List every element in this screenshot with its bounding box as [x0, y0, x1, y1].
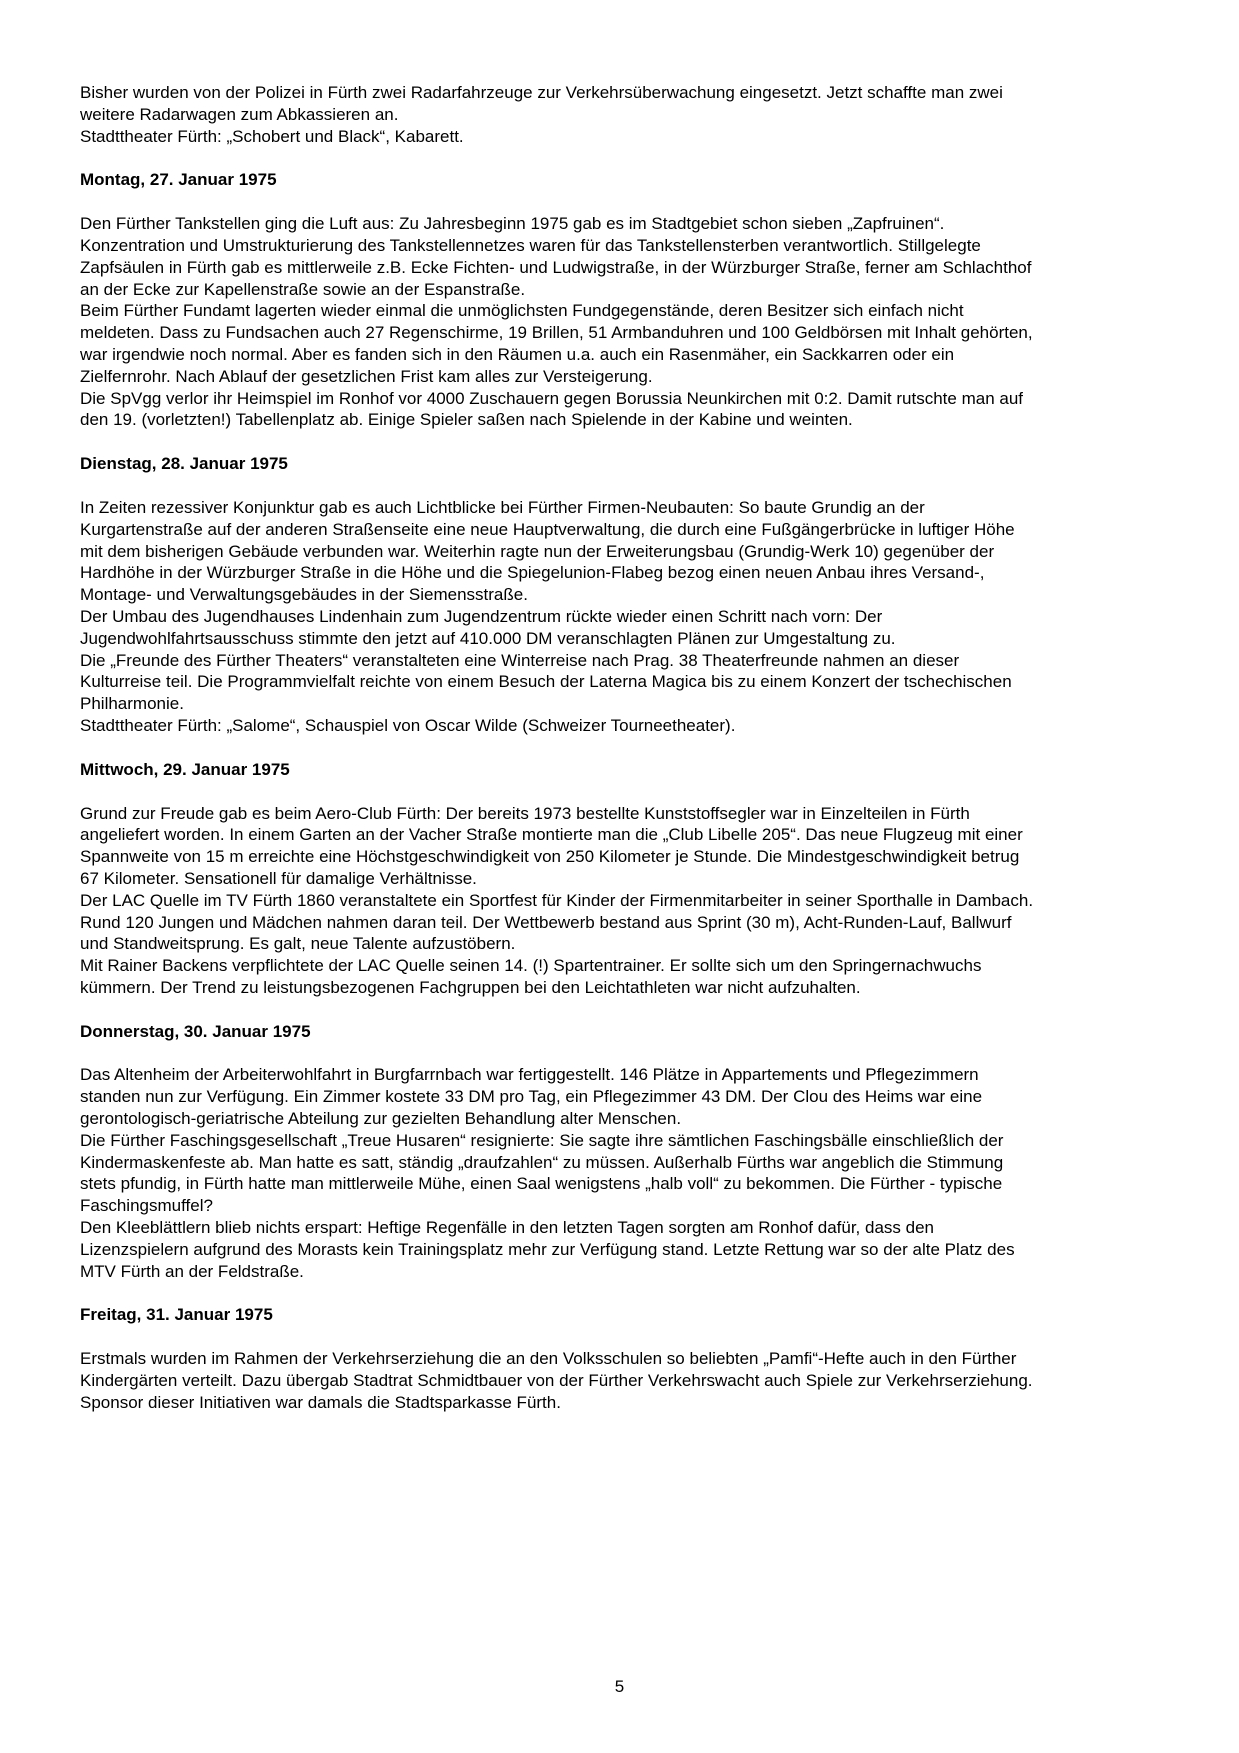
paragraph: Mit Rainer Backens verpflichtete der LAC Quelle seinen 14. (!) Spartentrainer. Er sollte sich um den Springernachwuchs kümmern. Der Trend zu leistungsbezogenen Fachgruppen bei den Leichtathleten war nicht aufzuhalten.: [80, 956, 982, 997]
document-body: [80, 82, 1038, 1414]
intro-paragraph: Bisher wurden von der Polizei in Fürth zwei Radarfahrzeuge zur Verkehrsüberwachung eingesetzt. Jetzt schaffte man zwei weitere Radarwagen zum Abkassieren an.: [80, 83, 1003, 124]
section-heading-friday: Freitag, 31. Januar 1975: [80, 1305, 273, 1325]
paragraph: Grund zur Freude gab es beim Aero-Club Fürth: Der bereits 1973 bestellte Kunststoffsegler war in Einzelteilen in Fürth angeliefert worden. In einem Garten an der Vacher Straße montierte man die „Club Libelle 205“. Das neue Flugzeug mit einer Spannweite von 15 m erreichte eine Höchstgeschwindigkeit von 250 Kilometer je Stunde. Die Mindestgeschwindigkeit betrug 67 Kilometer. Sensationell für damalige Verhältnisse.: [80, 803, 1023, 888]
paragraph: Stadttheater Fürth: „Salome“, Schauspiel von Oscar Wilde (Schweizer Tourneetheater).: [80, 715, 736, 735]
paragraph: Den Fürther Tankstellen ging die Luft aus: Zu Jahresbeginn 1975 gab es im Stadtgebiet schon sieben „Zapfruinen“. Konzentration und Umstrukturierung des Tankstellennetzes waren für das Tankstellensterben verantwortlich. Stillgelegte Zapfsäulen in Fürth gab es mittlerweile z.B. Ecke Fichten- und Ludwigstraße, in der Würzburger Straße, ferner am Schlachthof an der Ecke zur Kapellenstraße sowie an der Espanstraße.: [80, 214, 1032, 299]
paragraph: Die „Freunde des Fürther Theaters“ veranstalteten eine Winterreise nach Prag. 38 Theaterfreunde nahmen an dieser Kulturreise teil. Die Programmvielfalt reichte von einem Besuch der Laterna Magica bis zu einem Konzert der tschechischen Philharmonie.: [80, 650, 1012, 714]
section-heading-wednesday: Mittwoch, 29. Januar 1975: [80, 759, 290, 779]
intro-paragraph: Stadttheater Fürth: „Schobert und Black“, Kabarett.: [80, 126, 464, 146]
paragraph: Den Kleeblättlern blieb nichts erspart: Heftige Regenfälle in den letzten Tagen sorgten am Ronhof dafür, dass den Lizenzspielern aufgrund des Morasts kein Trainingsplatz mehr zur Verfügung stand. Letzte Rettung war so der alte Platz des MTV Fürth an der Feldstraße.: [80, 1218, 1015, 1281]
paragraph: Beim Fürther Fundamt lagerten wieder einmal die unmöglichsten Fundgegenstände, deren Besitzer sich einfach nicht meldeten. Dass zu Fundsachen auch 27 Regenschirme, 19 Brillen, 51 Armbanduhren und 100 Geldbörsen mit Inhalt gehörten, war irgendwie noch normal. Aber es fanden sich in den Räumen u.a. auch ein Rasenmäher, ein Sackkarren oder ein Zielfernrohr. Nach Ablauf der gesetzlichen Frist kam alles zur Versteigerung.: [80, 301, 1033, 386]
paragraph: Erstmals wurden im Rahmen der Verkehrserziehung die an den Volksschulen so beliebten „Pamfi“-Hefte auch in den Fürther Kindergärten verteilt. Dazu übergab Stadtrat Schmidtbauer von der Fürther Verkehrswacht auch Spiele zur Verkehrserziehung. Sponsor dieser Initiativen war damals die Stadtsparkasse Fürth.: [80, 1349, 1033, 1412]
paragraph: Der LAC Quelle im TV Fürth 1860 veranstaltete ein Sportfest für Kinder der Firmenmitarbeiter in seiner Sporthalle in Dambach. Rund 120 Jungen und Mädchen nahmen daran teil. Der Wettbewerb bestand aus Sprint (30 m), Acht-Runden-Lauf, Ballwurf und Standweitsprung. Es galt, neue Talente aufzustöbern.: [80, 890, 1034, 954]
section-heading-monday: Montag, 27. Januar 1975: [80, 170, 277, 190]
page-number: 5: [614, 1677, 625, 1696]
section-heading-tuesday: Dienstag, 28. Januar 1975: [80, 454, 288, 474]
paragraph: In Zeiten rezessiver Konjunktur gab es auch Lichtblicke bei Fürther Firmen-Neubauten: So baute Grundig an der Kurgartenstraße auf der anderen Straßenseite eine neue Hauptverwaltung, die durch eine Fußgängerbrücke in luftiger Höhe mit dem bisherigen Gebäude verbunden war. Weiterhin ragte nun der Erweiterungsbau (Grundig-Werk 10) gegenüber der Hardhöhe in der Würzburger Straße in die Höhe und die Spiegelunion-Flabeg bezog einen neuen Anbau ihres Versand-, Montage- und Verwaltungsgebäudes in der Siemensstraße.: [80, 497, 1015, 605]
paragraph: Das Altenheim der Arbeiterwohlfahrt in Burgfarrnbach war fertiggestellt. 146 Plätze in Appartements und Pflegezimmern standen nun zur Verfügung. Ein Zimmer kostete 33 DM pro Tag, ein Pflegezimmer 43 DM. Der Clou des Heims war eine gerontologisch-geriatrische Abteilung zur gezielten Behandlung alter Menschen.: [80, 1065, 983, 1129]
section-heading-thursday: Donnerstag, 30. Januar 1975: [80, 1021, 311, 1041]
paragraph: Der Umbau des Jugendhauses Lindenhain zum Jugendzentrum rückte wieder einen Schritt nach vorn: Der Jugendwohlfahrtsausschuss stimmte den jetzt auf 410.000 DM veranschlagten Plänen zur Umgestaltung zu.: [80, 606, 896, 648]
paragraph: Die SpVgg verlor ihr Heimspiel im Ronhof vor 4000 Zuschauern gegen Borussia Neunkirchen mit 0:2. Damit rutschte man auf den 19. (vorletzten!) Tabellenplatz ab. Einige Spieler saßen nach Spielende in der Kabine und weinten.: [80, 388, 1024, 430]
paragraph: Die Fürther Faschingsgesellschaft „Treue Husaren“ resignierte: Sie sagte ihre sämtlichen Faschingsbälle einschließlich der Kindermaskenfeste ab. Man hatte es satt, ständig „draufzahlen“ zu müssen. Außerhalb Fürths war angeblich die Stimmung stets pfundig, in Fürth hatte man mittlerweile Mühe, einen Saal wenigstens „halb voll“ zu bekommen. Die Fürther - typische Faschingsmuffel?: [80, 1130, 1004, 1216]
